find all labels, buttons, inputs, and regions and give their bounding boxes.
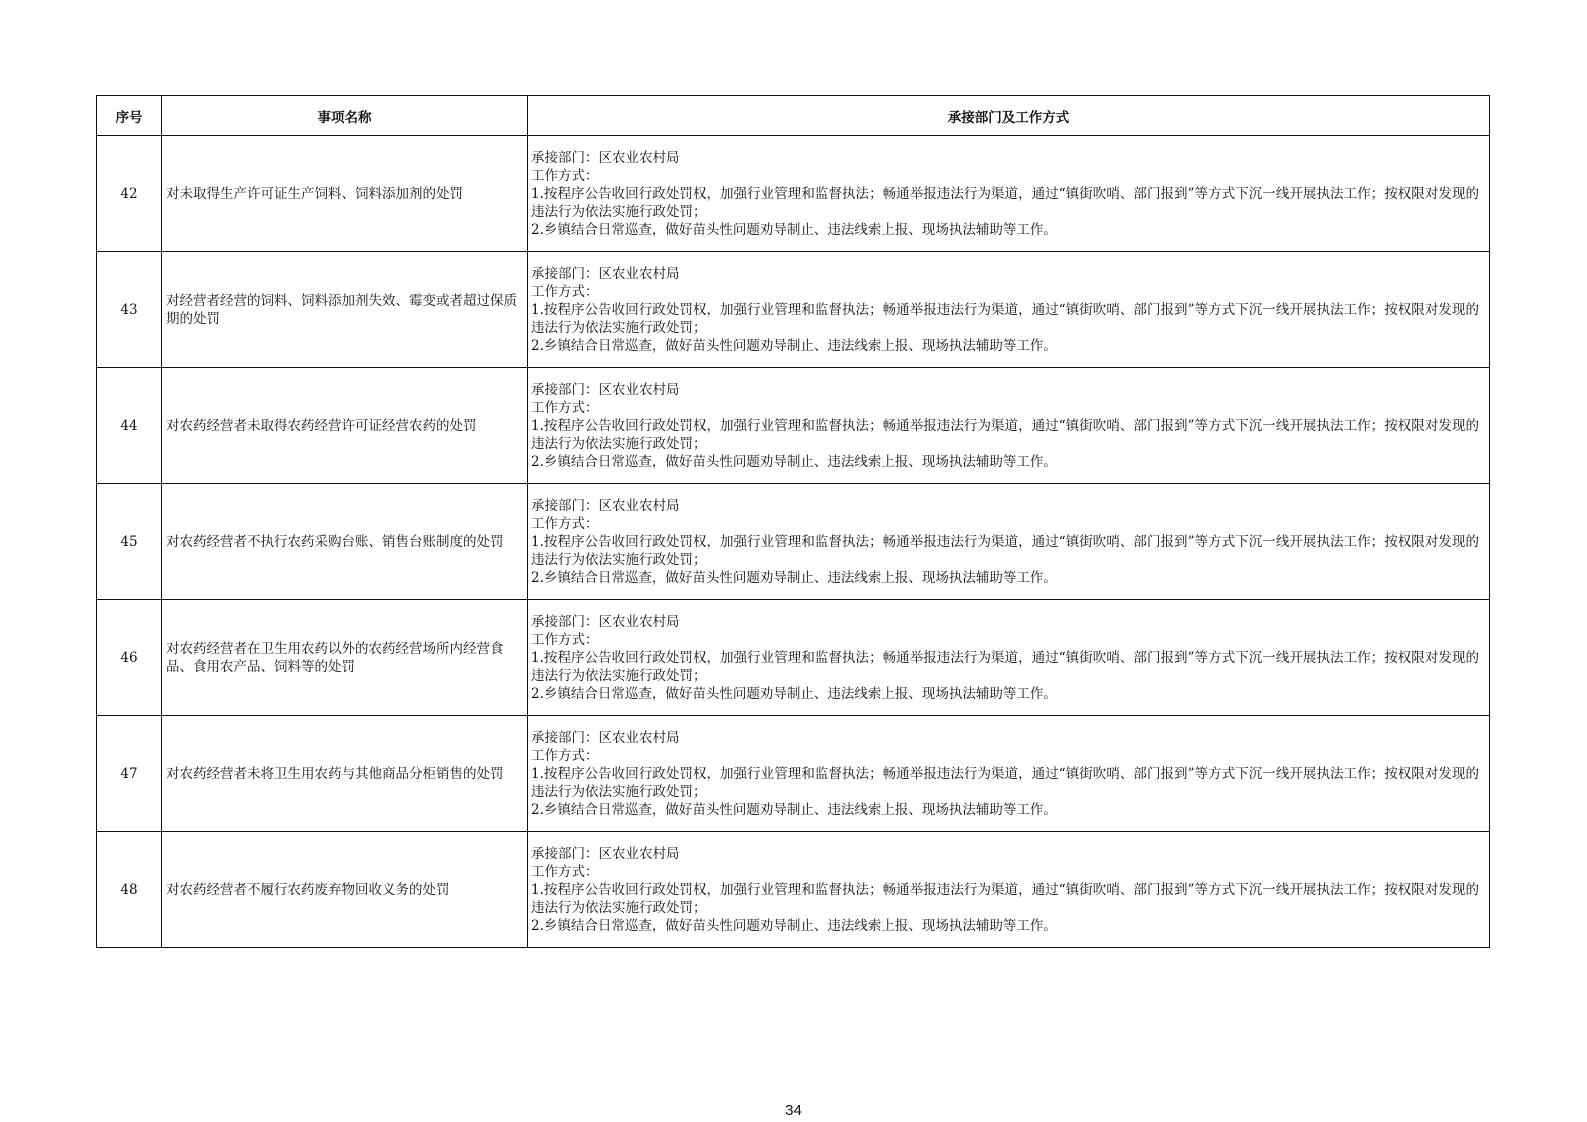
row-method-item-1: 1.按程序公告收回行政处罚权，加强行业管理和监督执法；畅通举报违法行为渠道，通过“镇街吹哨、部门报到”等方式下沉一线开展执法工作；按权限对发现的违法行为依法实施行政处罚；: [531, 301, 1479, 336]
row-detail: [528, 716, 1490, 832]
table-row: [97, 252, 1490, 368]
row-item-name: 对农药经营者未将卫生用农药与其他商品分柜销售的处罚: [162, 716, 528, 832]
row-method-item-1: 1.按程序公告收回行政处罚权，加强行业管理和监督执法；畅通举报违法行为渠道，通过“镇街吹哨、部门报到”等方式下沉一线开展执法工作；按权限对发现的违法行为依法实施行政处罚；: [531, 881, 1479, 916]
row-dept: 承接部门：区农业农村局: [531, 729, 680, 746]
row-method-item-2: 2.乡镇结合日常巡查，做好苗头性问题劝导制止、违法线索上报、现场执法辅助等工作。: [531, 221, 1057, 238]
row-dept: 承接部门：区农业农村局: [531, 613, 680, 630]
row-seq: 48: [97, 832, 162, 948]
row-detail: [528, 832, 1490, 948]
row-dept: 承接部门：区农业农村局: [531, 381, 680, 398]
row-item-name: 对未取得生产许可证生产饲料、饲料添加剂的处罚: [162, 136, 528, 252]
row-method-item-2: 2.乡镇结合日常巡查，做好苗头性问题劝导制止、违法线索上报、现场执法辅助等工作。: [531, 337, 1057, 354]
row-seq: 46: [97, 600, 162, 716]
row-dept: 承接部门：区农业农村局: [531, 497, 680, 514]
row-detail: [528, 252, 1490, 368]
row-method-label: 工作方式：: [531, 167, 599, 184]
items-table: [96, 95, 1490, 948]
row-method-label: 工作方式：: [531, 399, 599, 416]
row-method-item-1: 1.按程序公告收回行政处罚权，加强行业管理和监督执法；畅通举报违法行为渠道，通过“镇街吹哨、部门报到”等方式下沉一线开展执法工作；按权限对发现的违法行为依法实施行政处罚；: [531, 765, 1479, 800]
row-seq: 43: [97, 252, 162, 368]
row-detail: [528, 136, 1490, 252]
row-detail: [528, 600, 1490, 716]
table-row: [97, 136, 1490, 252]
page-number: 34: [785, 1102, 802, 1119]
header-seq: 序号: [97, 96, 162, 136]
row-seq: 42: [97, 136, 162, 252]
row-method-item-1: 1.按程序公告收回行政处罚权，加强行业管理和监督执法；畅通举报违法行为渠道，通过“镇街吹哨、部门报到”等方式下沉一线开展执法工作；按权限对发现的违法行为依法实施行政处罚；: [531, 649, 1479, 684]
row-method-label: 工作方式：: [531, 863, 599, 880]
header-item-name: 事项名称: [162, 96, 528, 136]
row-item-name: 对农药经营者不执行农药采购台账、销售台账制度的处罚: [162, 484, 528, 600]
row-dept: 承接部门：区农业农村局: [531, 265, 680, 282]
table-row: [97, 600, 1490, 716]
row-dept: 承接部门：区农业农村局: [531, 149, 680, 166]
row-dept: 承接部门：区农业农村局: [531, 845, 680, 862]
row-item-name: 对农药经营者未取得农药经营许可证经营农药的处罚: [162, 368, 528, 484]
table-row: [97, 484, 1490, 600]
row-method-item-2: 2.乡镇结合日常巡查，做好苗头性问题劝导制止、违法线索上报、现场执法辅助等工作。: [531, 801, 1057, 818]
table-row: [97, 368, 1490, 484]
row-method-item-2: 2.乡镇结合日常巡查，做好苗头性问题劝导制止、违法线索上报、现场执法辅助等工作。: [531, 917, 1057, 934]
row-detail: [528, 484, 1490, 600]
row-method-label: 工作方式：: [531, 631, 599, 648]
row-seq: 47: [97, 716, 162, 832]
row-method-item-1: 1.按程序公告收回行政处罚权，加强行业管理和监督执法；畅通举报违法行为渠道，通过“镇街吹哨、部门报到”等方式下沉一线开展执法工作；按权限对发现的违法行为依法实施行政处罚；: [531, 185, 1479, 220]
header-dept-and-method: 承接部门及工作方式: [528, 96, 1490, 136]
row-item-name: 对经营者经营的饲料、饲料添加剂失效、霉变或者超过保质期的处罚: [162, 252, 528, 368]
row-method-item-2: 2.乡镇结合日常巡查，做好苗头性问题劝导制止、违法线索上报、现场执法辅助等工作。: [531, 569, 1057, 586]
row-seq: 44: [97, 368, 162, 484]
table-row: [97, 716, 1490, 832]
row-item-name: 对农药经营者在卫生用农药以外的农药经营场所内经营食品、食用农产品、饲料等的处罚: [162, 600, 528, 716]
row-detail: [528, 368, 1490, 484]
row-method-item-1: 1.按程序公告收回行政处罚权，加强行业管理和监督执法；畅通举报违法行为渠道，通过“镇街吹哨、部门报到”等方式下沉一线开展执法工作；按权限对发现的违法行为依法实施行政处罚；: [531, 533, 1479, 568]
table-row: [97, 832, 1490, 948]
row-method-item-2: 2.乡镇结合日常巡查，做好苗头性问题劝导制止、违法线索上报、现场执法辅助等工作。: [531, 453, 1057, 470]
row-method-item-1: 1.按程序公告收回行政处罚权，加强行业管理和监督执法；畅通举报违法行为渠道，通过“镇街吹哨、部门报到”等方式下沉一线开展执法工作；按权限对发现的违法行为依法实施行政处罚；: [531, 417, 1479, 452]
row-method-label: 工作方式：: [531, 283, 599, 300]
row-method-label: 工作方式：: [531, 515, 599, 532]
row-method-item-2: 2.乡镇结合日常巡查，做好苗头性问题劝导制止、违法线索上报、现场执法辅助等工作。: [531, 685, 1057, 702]
table-header-row: [97, 96, 1490, 136]
row-seq: 45: [97, 484, 162, 600]
row-item-name: 对农药经营者不履行农药废弃物回收义务的处罚: [162, 832, 528, 948]
row-method-label: 工作方式：: [531, 747, 599, 764]
